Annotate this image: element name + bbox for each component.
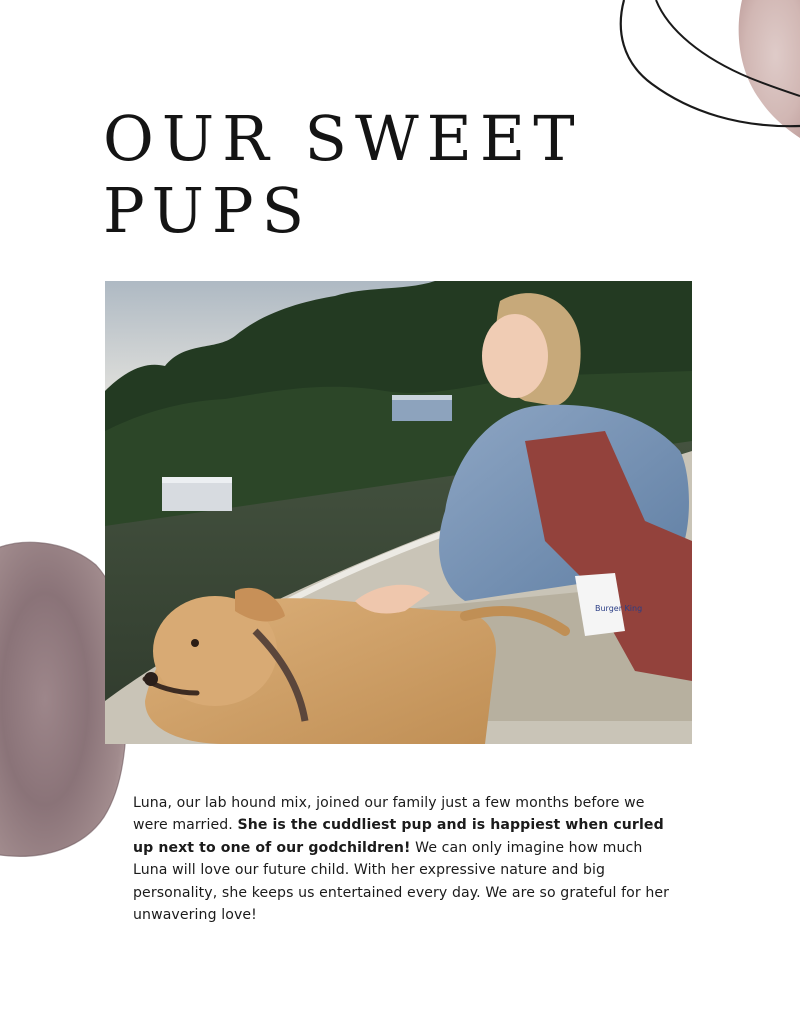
boathouse-right bbox=[392, 399, 452, 421]
svg-text:Burger King: Burger King bbox=[595, 604, 643, 613]
paragraph-rest: We can only imagine how much Luna will love our future child. With her expressive nature and big personality, she keeps us entertained every day. We are so grateful for her unwavering love! bbox=[133, 839, 670, 924]
paragraph-intro: Luna, our lab hound mix, joined our family just a few months before we were married. bbox=[133, 795, 645, 834]
watercolor-decoration-top-right bbox=[610, 0, 800, 150]
page-title: OUR SWEET PUPS bbox=[103, 102, 583, 247]
dog-nose bbox=[144, 672, 158, 686]
pet-photo bbox=[105, 281, 692, 744]
boathouse-left bbox=[162, 481, 232, 511]
story-paragraph bbox=[133, 792, 673, 926]
paragraph-highlight: She is the cuddliest pup and is happiest when curled up next to one of our godchildren! bbox=[133, 817, 664, 856]
woman-face bbox=[482, 314, 548, 398]
